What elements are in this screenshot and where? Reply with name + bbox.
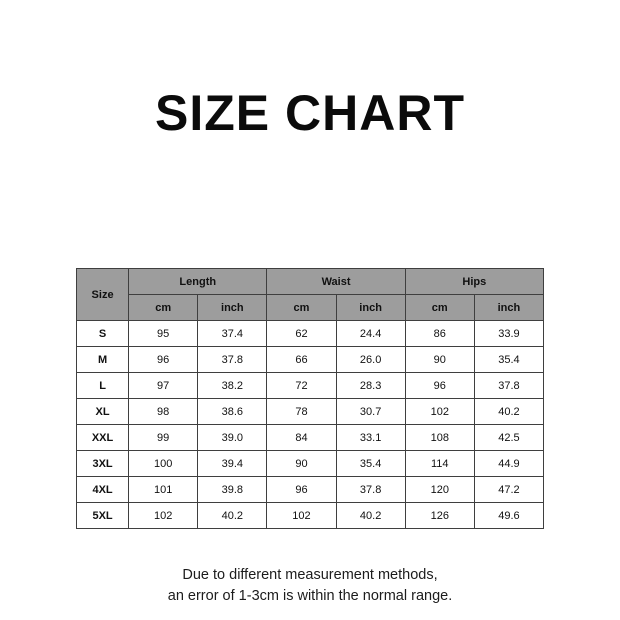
table-row bbox=[77, 321, 544, 347]
table-row bbox=[77, 347, 544, 373]
column-header-size: Size bbox=[77, 269, 129, 321]
cell-hips-inch: 37.8 bbox=[474, 373, 543, 399]
cell-hips-cm: 126 bbox=[405, 503, 474, 529]
cell-size: XL bbox=[77, 399, 129, 425]
cell-length-cm: 96 bbox=[129, 347, 198, 373]
table-header bbox=[77, 269, 544, 321]
table-row bbox=[77, 451, 544, 477]
cell-waist-inch: 40.2 bbox=[336, 503, 405, 529]
cell-waist-cm: 62 bbox=[267, 321, 336, 347]
cell-length-inch: 37.8 bbox=[198, 347, 267, 373]
column-header-hips-inch: inch bbox=[474, 295, 543, 321]
cell-waist-inch: 24.4 bbox=[336, 321, 405, 347]
cell-hips-cm: 90 bbox=[405, 347, 474, 373]
cell-hips-inch: 42.5 bbox=[474, 425, 543, 451]
page-title: SIZE CHART bbox=[155, 85, 465, 141]
cell-waist-cm: 102 bbox=[267, 503, 336, 529]
cell-hips-inch: 35.4 bbox=[474, 347, 543, 373]
cell-waist-inch: 33.1 bbox=[336, 425, 405, 451]
measurement-note-line-2: an error of 1-3cm is within the normal range. bbox=[167, 588, 453, 604]
table-row bbox=[77, 373, 544, 399]
column-header-waist: Waist bbox=[267, 269, 405, 295]
cell-waist-inch: 28.3 bbox=[336, 373, 405, 399]
size-chart-table bbox=[76, 268, 544, 529]
size-chart-table-wrapper bbox=[76, 268, 544, 529]
cell-length-cm: 100 bbox=[129, 451, 198, 477]
cell-hips-inch: 44.9 bbox=[474, 451, 543, 477]
cell-waist-inch: 37.8 bbox=[336, 477, 405, 503]
cell-hips-inch: 33.9 bbox=[474, 321, 543, 347]
cell-waist-cm: 72 bbox=[267, 373, 336, 399]
cell-waist-cm: 96 bbox=[267, 477, 336, 503]
measurement-note bbox=[0, 565, 620, 607]
cell-waist-cm: 84 bbox=[267, 425, 336, 451]
column-header-length-inch: inch bbox=[198, 295, 267, 321]
cell-size: M bbox=[77, 347, 129, 373]
cell-hips-cm: 120 bbox=[405, 477, 474, 503]
cell-length-inch: 38.2 bbox=[198, 373, 267, 399]
cell-length-inch: 39.0 bbox=[198, 425, 267, 451]
cell-size: 5XL bbox=[77, 503, 129, 529]
cell-size: XXL bbox=[77, 425, 129, 451]
column-header-hips: Hips bbox=[405, 269, 543, 295]
table-row bbox=[77, 425, 544, 451]
column-header-waist-cm: cm bbox=[267, 295, 336, 321]
table-body bbox=[77, 321, 544, 529]
cell-length-cm: 102 bbox=[129, 503, 198, 529]
measurement-note-line-1: Due to different measurement methods, bbox=[182, 567, 438, 583]
cell-hips-cm: 96 bbox=[405, 373, 474, 399]
table-header-row-units bbox=[77, 295, 544, 321]
cell-size: 4XL bbox=[77, 477, 129, 503]
table-row bbox=[77, 503, 544, 529]
table-header-row-groups bbox=[77, 269, 544, 295]
cell-size: S bbox=[77, 321, 129, 347]
cell-waist-cm: 90 bbox=[267, 451, 336, 477]
cell-waist-inch: 30.7 bbox=[336, 399, 405, 425]
column-header-waist-inch: inch bbox=[336, 295, 405, 321]
cell-hips-cm: 114 bbox=[405, 451, 474, 477]
cell-waist-inch: 26.0 bbox=[336, 347, 405, 373]
cell-hips-inch: 47.2 bbox=[474, 477, 543, 503]
column-header-hips-cm: cm bbox=[405, 295, 474, 321]
table-row bbox=[77, 477, 544, 503]
cell-hips-cm: 102 bbox=[405, 399, 474, 425]
cell-hips-inch: 40.2 bbox=[474, 399, 543, 425]
cell-hips-cm: 86 bbox=[405, 321, 474, 347]
cell-hips-cm: 108 bbox=[405, 425, 474, 451]
cell-hips-inch: 49.6 bbox=[474, 503, 543, 529]
cell-waist-cm: 78 bbox=[267, 399, 336, 425]
cell-length-inch: 37.4 bbox=[198, 321, 267, 347]
cell-length-cm: 99 bbox=[129, 425, 198, 451]
cell-length-inch: 40.2 bbox=[198, 503, 267, 529]
column-header-length: Length bbox=[129, 269, 267, 295]
cell-length-cm: 101 bbox=[129, 477, 198, 503]
cell-size: 3XL bbox=[77, 451, 129, 477]
cell-waist-cm: 66 bbox=[267, 347, 336, 373]
column-header-length-cm: cm bbox=[129, 295, 198, 321]
cell-waist-inch: 35.4 bbox=[336, 451, 405, 477]
cell-length-cm: 95 bbox=[129, 321, 198, 347]
cell-size: L bbox=[77, 373, 129, 399]
table-row bbox=[77, 399, 544, 425]
cell-length-inch: 38.6 bbox=[198, 399, 267, 425]
cell-length-cm: 98 bbox=[129, 399, 198, 425]
cell-length-cm: 97 bbox=[129, 373, 198, 399]
cell-length-inch: 39.8 bbox=[198, 477, 267, 503]
cell-length-inch: 39.4 bbox=[198, 451, 267, 477]
